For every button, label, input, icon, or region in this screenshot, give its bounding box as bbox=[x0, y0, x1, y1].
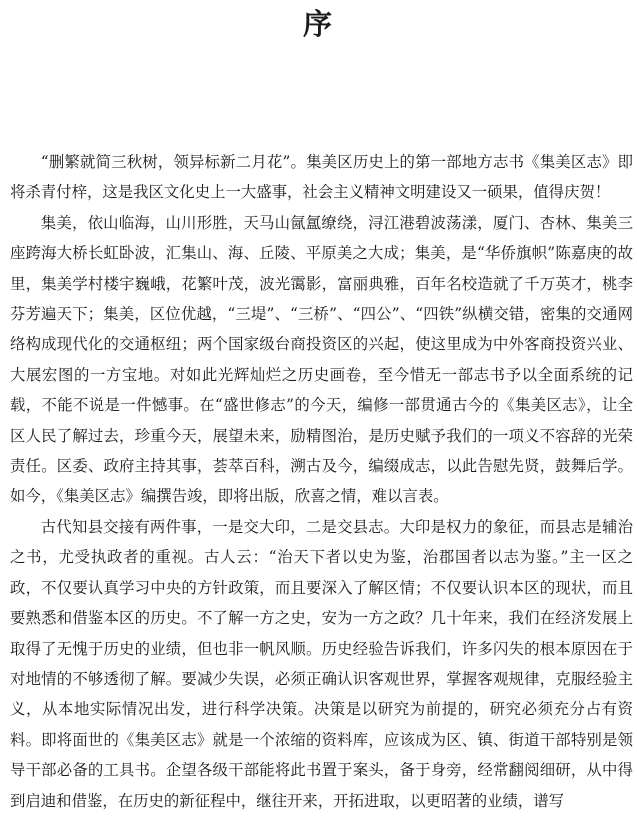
paragraph-3: 古代知县交接有两件事，一是交大印，二是交县志。大印是权力的象征，而县志是辅治之书，尤受执政者的重视。古人云：“治天下者以史为鉴，治郡国者以志为鉴。”主一区之政，不仅要认真学习中央的方针政策，而且要深入了解区情；不仅要认识本区的现状，而且要熟悉和借鉴本区的历史。不了解一方之史，安为一方之政？几十年来，我们在经济发展上取得了无愧于历史的业绩，但也非一帆风顺。历史经验告诉我们，许多闪失的根本原因在于对地情的不够透彻了解。要减少失误，必须正确认识客观世界，掌握客观规律，克服经验主义，从本地实际情况出发，进行科学决策。决策是以研究为前提的，研究必须充分占有资料。即将面世的《集美区志》就是一个浓缩的资料库，应该成为区、镇、街道干部特别是领导干部必备的工具书。企望各级干部能将此书置于案头，备于身旁，经常翻阅细研，从中得到启迪和借鉴，在历史的新征程中，继往开来，开拓进取，以更昭著的业绩，谱写 bbox=[10, 517, 633, 810]
preface-body bbox=[10, 147, 633, 816]
paragraph-2: 集美，依山临海，山川形胜，天马山氤氲缭绕，浔江港碧波荡漾，厦门、杏林、集美三座跨海大桥长虹卧波，汇集山、海、丘陵、平原美之大成；集美，是“华侨旗帜”陈嘉庚的故里，集美学村楼宇巍峨，花繁叶茂，波光霭影，富丽典雅，百年名校造就了千万英才，桃李芬芳遍天下；集美，区位优越，“三堤”、“三桥”、“四公”、“四铁”纵横交错，密集的交通网络构成现代化的交通枢纽；两个国家级台商投资区的兴起，使这里成为中外客商投资兴业、大展宏图的一方宝地。对如此光辉灿烂之历史画卷，至今惜无一部志书予以全面系统的记载，不能不说是一件憾事。在“盛世修志”的今天，编修一部贯通古今的《集美区志》，让全区人民了解过去，珍重今天，展望未来，励精图治，是历史赋予我们的一项义不容辞的光荣责任。区委、政府主持其事，荟萃百科，溯古及今，编缀成志，以此告慰先贤，鼓舞后学。如今，《集美区志》编撰告竣，即将出版，欣喜之情，难以言表。 bbox=[10, 213, 633, 506]
paragraph-1: “删繁就简三秋树，领异标新二月花”。集美区历史上的第一部地方志书《集美区志》即将杀青付梓，这是我区文化史上一大盛事，社会主义精神文明建设又一硕果，值得庆贺！ bbox=[10, 153, 633, 202]
page-title: 序 bbox=[302, 7, 334, 41]
